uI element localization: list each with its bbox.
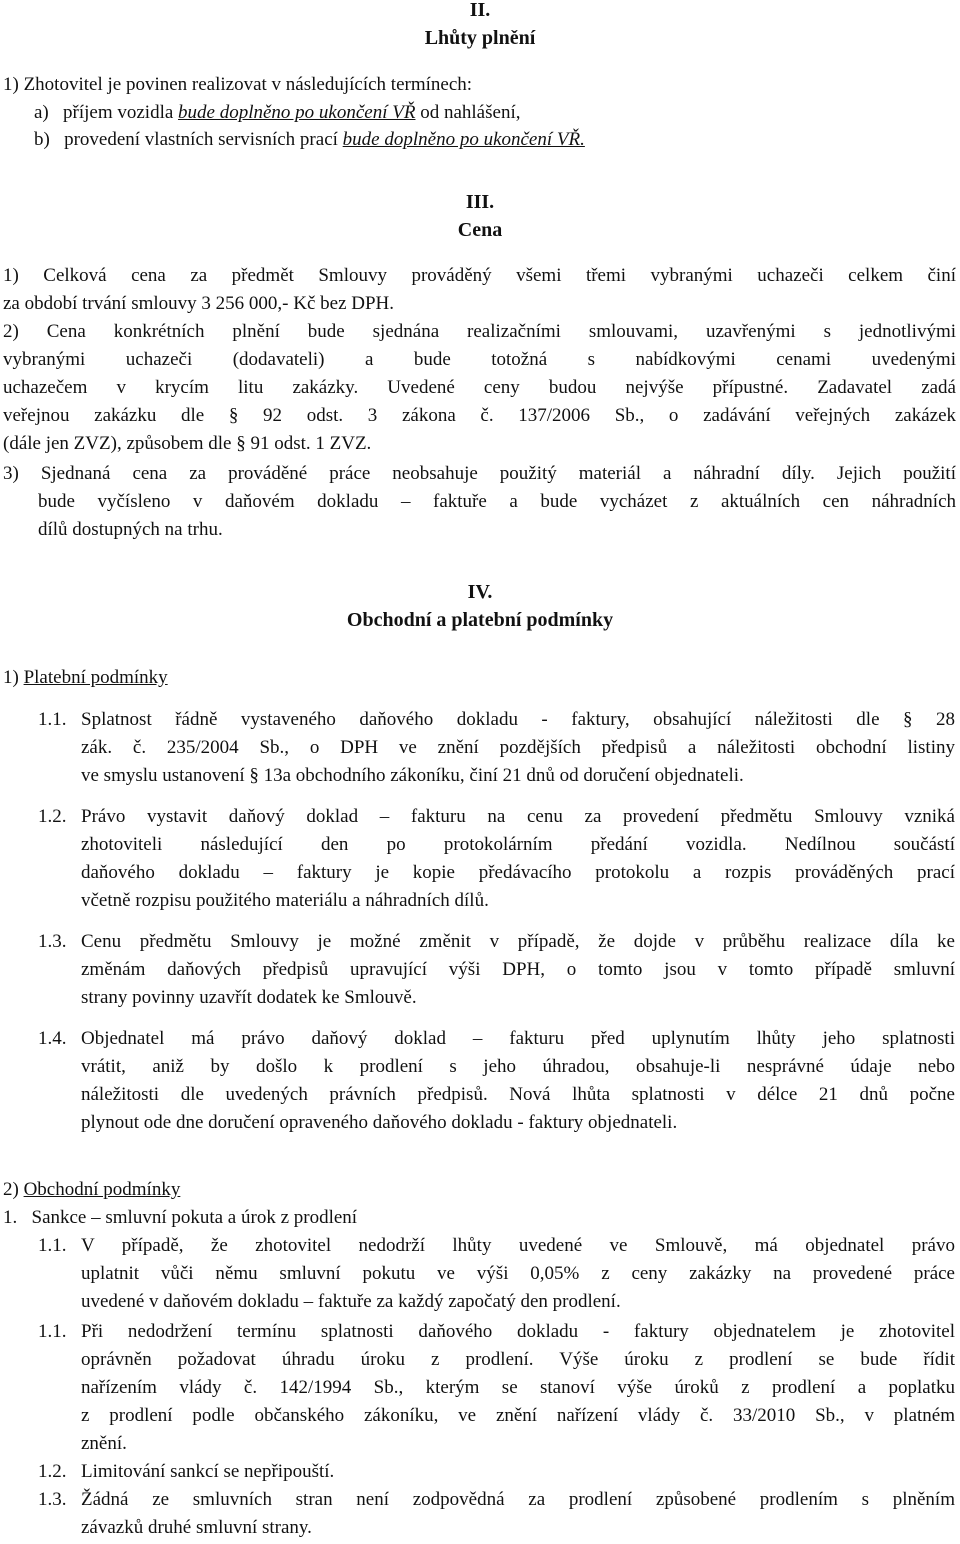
cena-p2-line-1: 2) Cena konkrétních plnění bude sjednána realizačními smlouvami, uzavřenými s jednotlivými <box>3 321 956 342</box>
item-1-3-number: 1.3. <box>38 931 67 952</box>
item-1-1-line-1: Splatnost řádně vystaveného daňového dokladu - faktury, obsahující náležitosti dle § 28 <box>81 709 955 730</box>
cena-p2-line-3: uchazečem v krycím litu zakázky. Uvedené ceny budou nejvýše přípustné. Zadavatel zadá <box>3 377 956 398</box>
sankce-1-1b-line-3: nařízením vlády č. 142/1994 Sb., kterým se stanoví výše úroků z prodlení a poplatku <box>81 1377 955 1398</box>
section-iv-title: Obchodní a platební podmínky <box>346 609 614 631</box>
sankce-1-1b-line-1: Při nedodržení termínu splatnosti daňového dokladu - faktury objednatelem je zhotovitel <box>81 1321 955 1342</box>
sankce-1-3-line-1: Žádná ze smluvních stran není zodpovědná za prodlení způsobené prodlením s plněním <box>81 1489 955 1510</box>
item-1-3-line-1: Cenu předmětu Smlouvy je možné změnit v případě, že dojde v průběhu realizace díla ke <box>81 931 955 952</box>
platebni-heading-number: 1) <box>3 667 24 688</box>
item-1-4-line-3: náležitosti dle uvedených právních předpisů. Nová lhůta splatnosti v délce 21 dnů počne <box>81 1084 955 1105</box>
sankce-1-1b-number: 1.1. <box>38 1321 67 1342</box>
cena-p3-line-3: dílů dostupných na trhu. <box>38 519 223 540</box>
item-a-prefix: a) příjem vozidla <box>34 102 179 123</box>
section-iii-title: Cena <box>457 219 503 241</box>
item-1-3-line-3: strany povinny uzavřít dodatek ke Smlouvě. <box>81 987 417 1008</box>
item-1-1-number: 1.1. <box>38 709 67 730</box>
item-1-2-line-3: daňového dokladu – faktury je kopie předávacího protokolu a rozpis prováděných prací <box>81 862 955 883</box>
item-1-4-line-4: plynout ode dne doručení opraveného daňového dokladu - faktury objednateli. <box>81 1112 678 1133</box>
cena-p1-line-1: 1) Celková cena za předmět Smlouvy prováděný všemi třemi vybranými uchazeči celkem činí <box>3 265 956 286</box>
item-1-2-line-1: Právo vystavit daňový doklad – fakturu na cenu za provedení předmětu Smlouvy vzniká <box>81 806 955 827</box>
cena-p3-line-2: bude vyčísleno v daňovém dokladu – faktuře a bude vycházet z aktuálních cen náhradních <box>38 491 956 512</box>
item-1-4-line-1: Objednatel má právo daňový doklad – fakturu před uplynutím lhůty jeho splatnosti <box>81 1028 955 1049</box>
item-b-prefix: b) provedení vlastních servisních prací <box>34 129 343 150</box>
section-ii-item-a <box>34 99 520 127</box>
item-1-2-line-2: zhotoviteli následující den po protokolárním předání vozidla. Nedílnou součástí <box>81 834 955 855</box>
sankce-1-2-text: Limitování sankcí se nepřipouští. <box>81 1461 335 1482</box>
cena-p1-line-2: za období trvání smlouvy 3 256 000,- Kč bez DPH. <box>3 293 395 314</box>
cena-p2-line-4: veřejnou zakázku dle § 92 odst. 3 zákona č. 137/2006 Sb., o zadávání veřejných zakázek <box>3 405 956 426</box>
sankce-1-3-number: 1.3. <box>38 1489 67 1510</box>
sankce-1-3-line-2: závazků druhé smluvní strany. <box>81 1517 312 1538</box>
section-ii-title: Lhůty plnění <box>424 27 536 49</box>
sankce-1-1a-number: 1.1. <box>38 1235 67 1256</box>
obchodni-heading-text: Obchodní podmínky <box>23 1179 181 1200</box>
section-ii-paragraph-1: 1) Zhotovitel je povinen realizovat v následujících termínech: <box>3 74 473 95</box>
section-ii-item-b <box>34 126 585 154</box>
item-1-2-number: 1.2. <box>38 806 67 827</box>
obchodni-heading <box>3 1176 180 1204</box>
sankce-1-1b-line-2: oprávněn požadovat úhradu úroku z prodlení. Výše úroku z prodlení se bude řídit <box>81 1349 955 1370</box>
section-ii-number: II. <box>469 0 491 21</box>
obchodni-heading-number: 2) <box>3 1179 24 1200</box>
item-b-placeholder: bude doplněno po ukončení VŘ. <box>342 129 585 150</box>
sankce-heading: 1. Sankce – smluvní pokuta a úrok z prodlení <box>3 1207 358 1228</box>
cena-p3-line-1: 3) Sjednaná cena za prováděné práce neobsahuje použitý materiál a náhradní díly. Jejich použití <box>3 463 956 484</box>
item-a-suffix: od nahlášení, <box>415 102 521 123</box>
item-1-3-line-2: změnám daňových předpisů upravující výši DPH, o tomto jsou v tomto případě smluvní <box>81 959 955 980</box>
item-1-1-line-2: zák. č. 235/2004 Sb., o DPH ve znění pozdějších předpisů a náležitosti obchodní listiny <box>81 737 955 758</box>
platebni-heading-text: Platební podmínky <box>23 667 168 688</box>
sankce-1-2-number: 1.2. <box>38 1461 67 1482</box>
platebni-heading <box>3 664 168 692</box>
item-1-4-line-2: vrátit, aniž by došlo k prodlení s jeho úhradou, obsahuje-li nesprávné údaje nebo <box>81 1056 955 1077</box>
item-a-placeholder: bude doplněno po ukončení VŘ <box>178 102 416 123</box>
sankce-1-1a-line-1: V případě, že zhotovitel nedodrží lhůty uvedené ve Smlouvě, má objednatel právo <box>81 1235 955 1256</box>
sankce-1-1a-line-3: uvedené v daňovém dokladu – faktuře za každý započatý den prodlení. <box>81 1291 621 1312</box>
section-iv-number: IV. <box>467 581 493 603</box>
item-1-2-line-4: včetně rozpisu použitého materiálu a náhradních dílů. <box>81 890 489 911</box>
sankce-1-1a-line-2: uplatnit vůči němu smluvní pokutu ve výši 0,05% z ceny zakázky na provedené práce <box>81 1263 955 1284</box>
item-1-1-line-3: ve smyslu ustanovení § 13a obchodního zákoníku, činí 21 dnů od doručení objednateli. <box>81 765 744 786</box>
cena-p2-line-5: (dále jen ZVZ), způsobem dle § 91 odst. 1 ZVZ. <box>3 433 372 454</box>
sankce-1-1b-line-5: znění. <box>81 1433 127 1454</box>
sankce-1-1b-line-4: z prodlení podle občanského zákoníku, ve znění nařízení vlády č. 33/2010 Sb., v platném <box>81 1405 955 1426</box>
section-iii-number: III. <box>465 191 495 213</box>
item-1-4-number: 1.4. <box>38 1028 67 1049</box>
cena-p2-line-2: vybranými uchazeči (dodavateli) a bude totožná s nabídkovými cenami uvedenými <box>3 349 956 370</box>
